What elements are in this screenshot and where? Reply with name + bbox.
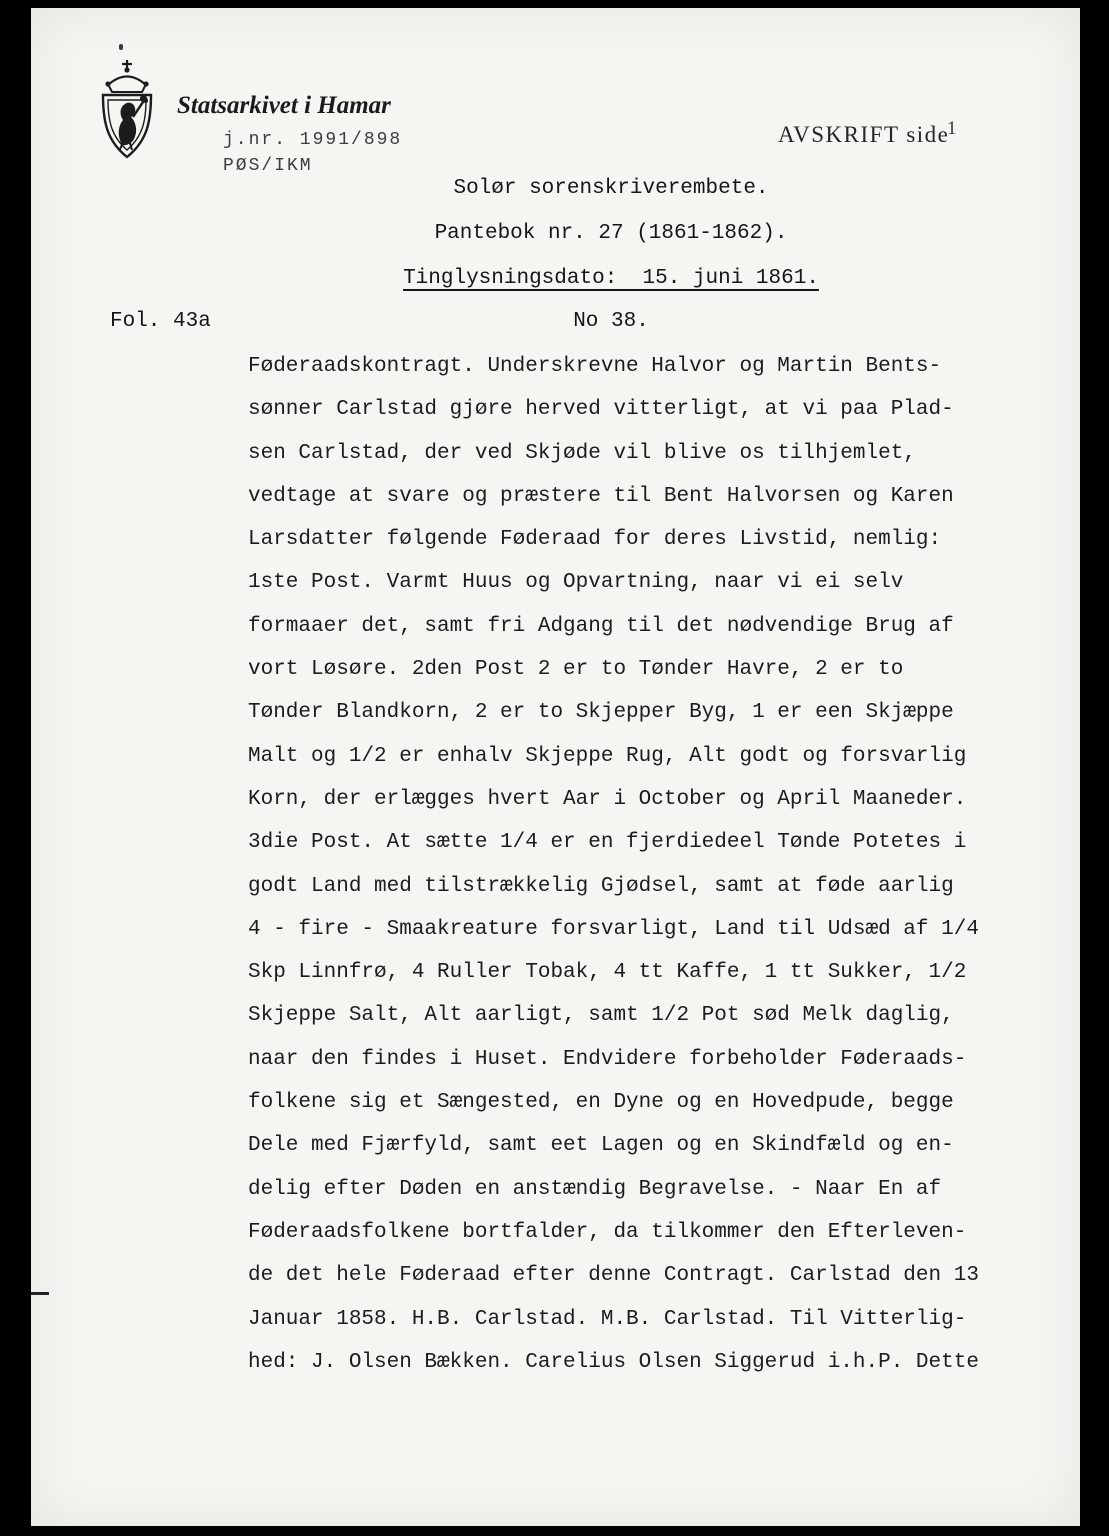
body-line: naar den findes i Huset. Endvidere forbeholder Føderaads-	[248, 1047, 967, 1071]
body-line: Skjeppe Salt, Alt aarligt, samt 1/2 Pot sød Melk daglig,	[248, 1004, 954, 1028]
document-page	[31, 8, 1080, 1526]
body-line: vedtage at svare og præstere til Bent Halvorsen og Karen	[248, 484, 954, 508]
body-line: Dele med Fjærfyld, samt eet Lagen og en Skindfæld og en-	[248, 1134, 954, 1158]
archive-name: Statsarkivet i Hamar	[177, 92, 391, 119]
body-line: Føderaadsfolkene bortfalder, da tilkommer den Efterleven-	[248, 1220, 967, 1244]
record-number: No 38.	[573, 310, 649, 333]
statsarkivet-coat-of-arms-logo	[94, 58, 160, 164]
body-line: Januar 1858. H.B. Carlstad. M.B. Carlstad. Til Vitterlig-	[248, 1307, 967, 1331]
body-line: formaaer det, samt fri Adgang til det nødvendige Brug af	[248, 614, 954, 638]
folio-reference: Fol. 43a	[110, 310, 211, 333]
body-line: 3die Post. At sætte 1/4 er en fjerdiedeel Tønde Potetes i	[248, 831, 967, 855]
body-line: de det hele Føderaad efter denne Contragt. Carlstad den 13	[248, 1264, 979, 1288]
registration-date-line	[181, 256, 1041, 301]
body-line: delig efter Døden en anstændig Begravelse. - Naar En af	[248, 1177, 942, 1201]
body-line: folkene sig et Sængested, en Dyne og en Hovedpude, begge	[248, 1091, 954, 1115]
body-line: Føderaadskontragt. Underskrevne Halvor og Martin Bents-	[248, 355, 942, 378]
body-line: 4 - fire - Smaakreature forsvarligt, Land til Udsæd af 1/4	[248, 917, 979, 941]
page-number: 1	[947, 118, 957, 139]
body-line: Skp Linnfrø, 4 Ruller Tobak, 4 tt Kaffe, 1 tt Sukker, 1/2	[248, 961, 967, 985]
contract-body-text	[248, 345, 1048, 1384]
mortgage-book-title: Pantebok nr. 27 (1861-1862).	[434, 222, 788, 245]
body-line: sønner Carlstad gjøre herved vitterligt, at vi paa Plad-	[248, 398, 954, 422]
body-line: Tønder Blandkorn, 2 er to Skjepper Byg, 1 er een Skjæppe	[248, 701, 954, 725]
scan-edge-mark	[31, 1292, 49, 1295]
court-office-title: Solør sorenskriverembete.	[453, 177, 769, 200]
body-line: hed: J. Olsen Bækken. Carelius Olsen Siggerud i.h.P. Dette	[248, 1350, 979, 1374]
document-headings	[181, 166, 1041, 301]
record-number-wrap	[181, 310, 1041, 333]
body-line: vort Løsøre. 2den Post 2 er to Tønder Havre, 2 er to	[248, 658, 904, 682]
body-line: sen Carlstad, der ved Skjøde vil blive os tilhjemlet,	[248, 441, 916, 465]
transcript-label: AVSKRIFT side	[778, 122, 950, 147]
body-line: godt Land med tilstrækkelig Gjødsel, samt at føde aarlig	[248, 874, 954, 898]
journal-number: j.nr. 1991/898	[223, 130, 403, 150]
body-line: Larsdatter følgende Føderaad for deres Livstid, nemlig:	[248, 528, 942, 552]
body-line: Malt og 1/2 er enhalv Skjeppe Rug, Alt godt og forsvarlig	[248, 744, 967, 768]
coat-of-arms-icon	[94, 58, 160, 164]
body-line: 1ste Post. Varmt Huus og Opvartning, naar vi ei selv	[248, 571, 904, 595]
case-handler-initials: PØS/IKM	[223, 156, 313, 176]
body-line: Korn, der erlægges hvert Aar i October og April Maaneder.	[248, 787, 967, 811]
registration-date: Tinglysningsdato: 15. juni 1861.	[403, 267, 819, 290]
scan-artifact-dot	[119, 44, 123, 50]
